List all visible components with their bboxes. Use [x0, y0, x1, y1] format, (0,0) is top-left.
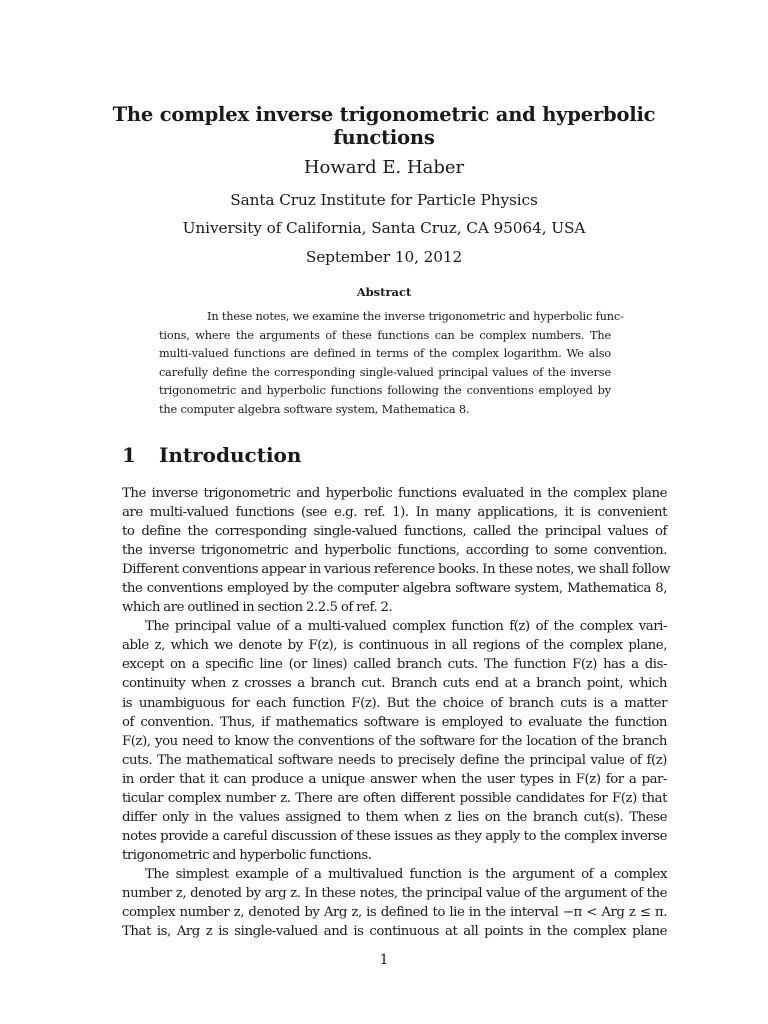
abstract-line: In these notes, we examine the inverse trigonometric and hyperbolic func-: [207, 310, 624, 323]
body-line: the inverse trigonometric and hyperbolic functions, according to some convention.: [122, 543, 667, 559]
body-line: The principal value of a multi-valued complex function f(z) of the complex vari-: [145, 619, 667, 635]
page-number: 1: [379, 952, 389, 968]
section-heading: [122, 442, 301, 468]
body-line: of convention. Thus, if mathematics software is employed to evaluate the function: [122, 714, 667, 730]
body-line: cuts. The mathematical software needs to precisely define the principal value of f(z): [122, 752, 667, 768]
body-line: complex number z, denoted by Arg z, is defined to lie in the interval −π < Arg z ≤ π.: [122, 905, 667, 921]
author-name: Howard E. Haber: [303, 157, 465, 178]
body-line: F(z), you need to know the conventions of the software for the location of the branch: [122, 733, 667, 749]
body-line: That is, Arg z is single-valued and is continuous at all points in the complex plane: [122, 924, 667, 940]
body-line: differ only in the values assigned to them when z lies on the branch cut(s). These: [122, 809, 667, 825]
section-title: Introduction: [159, 443, 302, 467]
abstract-line: trigonometric and hyperbolic functions following the conventions employed by: [159, 384, 611, 398]
body-line: able z, which we denote by F(z), is continuous in all regions of the complex plane,: [122, 638, 667, 654]
abstract-line: tions, where the arguments of these functions can be complex numbers. The: [159, 328, 611, 342]
body-line: notes provide a careful discussion of these issues as they apply to the complex inverse: [122, 828, 667, 844]
body-line: the conventions employed by the computer algebra software system, Mathematica 8,: [122, 581, 667, 597]
abstract-line: carefully define the corresponding single-valued principal values of the inverse: [159, 365, 611, 379]
paper-title: The complex inverse trigonometric and hyperbolic functions: [112, 103, 656, 149]
body-line: are multi-valued functions (see e.g. ref. 1). In many applications, it is convenient: [122, 505, 667, 521]
body-line: trigonometric and hyperbolic functions.: [122, 847, 372, 863]
body-line: The simplest example of a multivalued function is the argument of a complex: [145, 866, 667, 882]
body-line: The inverse trigonometric and hyperbolic functions evaluated in the complex plane: [122, 486, 667, 501]
abstract-line: multi-valued functions are defined in terms of the complex logarithm. We also: [159, 347, 611, 361]
abstract-line: the computer algebra software system, Mathematica 8.: [159, 402, 470, 416]
body-line: except on a specific line (or lines) called branch cuts. The function F(z) has a dis-: [122, 657, 667, 673]
affiliation-institute: Santa Cruz Institute for Particle Physics: [230, 191, 538, 209]
abstract-heading: Abstract: [356, 285, 412, 299]
body-line: is unambiguous for each function F(z). But the choice of branch cuts is a matter: [122, 695, 667, 711]
body-line: number z, denoted by arg z. In these notes, the principal value of the argument of the: [122, 885, 667, 901]
body-line: to define the corresponding single-valued functions, called the principal values of: [122, 524, 667, 540]
affiliation-university: University of California, Santa Cruz, CA 95064, USA: [182, 219, 586, 237]
body-line: ticular complex number z. There are often different possible candidates for F(z) that: [122, 790, 667, 806]
body-line: Different conventions appear in various reference books. In these notes, we shall follow: [122, 562, 670, 578]
abstract-text: [159, 308, 624, 420]
paper-date: September 10, 2012: [305, 248, 463, 266]
body-line: which are outlined in section 2.2.5 of ref. 2.: [122, 600, 393, 616]
section-number: 1: [122, 443, 136, 467]
body-line: continuity when z crosses a branch cut. Branch cuts end at a branch point, which: [122, 676, 667, 692]
body-text: [122, 484, 670, 941]
body-line: in order that it can produce a unique answer when the user types in F(z) for a par-: [122, 771, 667, 787]
